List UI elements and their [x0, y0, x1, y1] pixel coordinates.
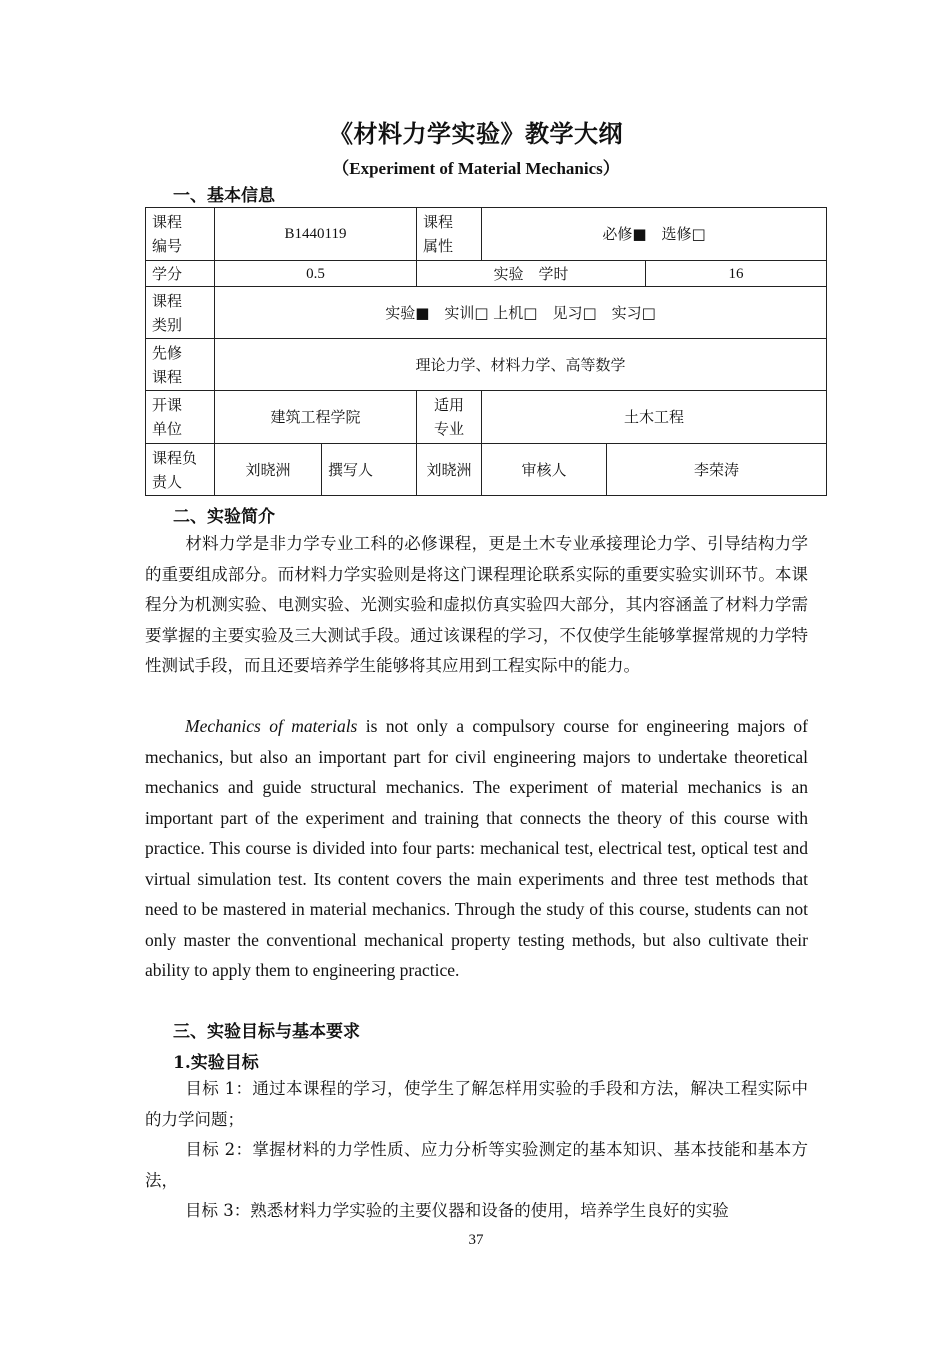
table-row [146, 261, 827, 287]
section-goals-heading: 三、实验目标与基本要求 [173, 1022, 360, 1042]
course-attr-label: 课程 属性 [417, 208, 482, 261]
course-code-value: B1440119 [215, 208, 417, 261]
goal-2-paragraph [145, 1135, 808, 1196]
intro-english-italic: Mechanics of materials [185, 716, 358, 736]
basic-info-table [145, 207, 827, 496]
hours-label: 实验 学时 [417, 261, 646, 287]
subsection-goals-heading: 1.实验目标 [173, 1053, 259, 1073]
dept-value: 建筑工程学院 [215, 391, 417, 444]
prereq-value: 理论力学、材料力学、高等数学 [215, 339, 827, 391]
intro-chinese-paragraph [145, 529, 808, 682]
goal-2-text: 目标 2：掌握材料的力学性质、应力分析等实验测定的基本知识、基本技能和基本方法， [145, 1140, 808, 1190]
writer-label: 撰写人 [322, 444, 417, 496]
document-title: 《材料力学实验》教学大纲 [329, 119, 623, 148]
document-subtitle: （Experiment of Material Mechanics） [332, 159, 620, 178]
writer-value: 刘晓洲 [417, 444, 482, 496]
owner-label: 课程负 责人 [146, 444, 215, 496]
intro-english-paragraph [145, 711, 808, 986]
prereq-label: 先修 课程 [146, 339, 215, 391]
major-value: 土木工程 [482, 391, 827, 444]
goal-1-paragraph [145, 1074, 808, 1135]
table-row [146, 208, 827, 261]
goal-3-paragraph [145, 1196, 808, 1227]
goal-3-text: 目标 3：熟悉材料力学实验的主要仪器和设备的使用，培养学生良好的实验 [185, 1201, 729, 1220]
table-row [146, 391, 827, 444]
category-value: 实验■ 实训□ 上机□ 见习□ 实习□ [215, 287, 827, 339]
page-number: 37 [468, 1232, 484, 1248]
intro-english-text: is not only a compulsory course for engineering majors of mechanics, but also an important part for civil engineering majors to undertake theoretical mechanics and guide structural mechanics. The experiment of material mechanics is an important part of the experiment and training that connects the theory of this course with practice. This course is divided into four parts: mechanical test, electrical test, optical test and virtual simulation test. Its content covers the main experiments and three test methods that need to be mastered in material mechanics. Through the study of this course, students can not only master the conventional mechanical property testing methods, but also cultivate their ability to apply them to engineering practice. [145, 716, 808, 980]
owner-value: 刘晓洲 [215, 444, 322, 496]
reviewer-value: 李荣涛 [607, 444, 827, 496]
section-basic-info-heading: 一、基本信息 [173, 186, 275, 206]
dept-label: 开课 单位 [146, 391, 215, 444]
major-label: 适用 专业 [417, 391, 482, 444]
category-label: 课程 类别 [146, 287, 215, 339]
section-intro-heading: 二、实验简介 [173, 507, 275, 527]
course-attr-value: 必修■ 选修□ [482, 208, 827, 261]
table-row [146, 339, 827, 391]
credit-value: 0.5 [215, 261, 417, 287]
table-row [146, 287, 827, 339]
hours-value: 16 [646, 261, 827, 287]
goal-1-text: 目标 1：通过本课程的学习，使学生了解怎样用实验的手段和方法，解决工程实际中的力学问题； [145, 1079, 808, 1129]
credit-label: 学分 [146, 261, 215, 287]
intro-chinese-text: 材料力学是非力学专业工科的必修课程，更是土木专业承接理论力学、引导结构力学的重要组成部分。而材料力学实验则是将这门课程理论联系实际的重要实验实训环节。本课程分为机测实验、电测实验、光测实验和虚拟仿真实验四大部分，其内容涵盖了材料力学需要掌握的主要实验及三大测试手段。通过该课程的学习，不仅使学生能够掌握常规的力学特性测试手段，而且还要培养学生能够将其应用到工程实际中的能力。 [145, 534, 808, 675]
table-row [146, 444, 827, 496]
reviewer-label: 审核人 [482, 444, 607, 496]
course-code-label: 课程 编号 [146, 208, 215, 261]
